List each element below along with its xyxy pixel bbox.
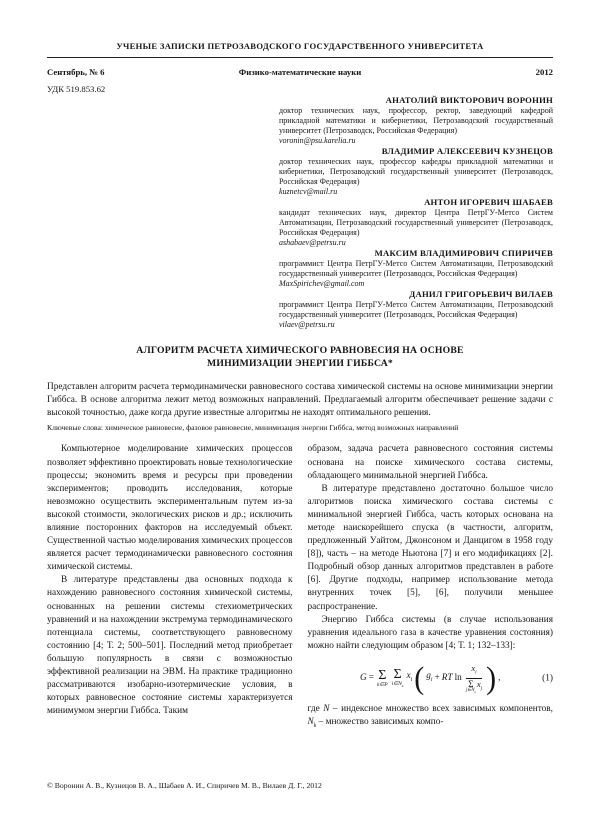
author-entry [279,197,553,248]
author-name: ДАНИЛ ГРИГОРЬЕВИЧ ВИЛАЕВ [409,289,553,300]
author-entry [279,248,553,289]
author-name: МАКСИМ ВЛАДИМИРОВИЧ СПИРИЧЕВ [374,248,553,259]
author-affiliation: доктор технических наук, профессор, ректор, заведующий кафедрой прикладной математики и кибернетики, Петрозаводский государственный университет (Петрозаводск, Российская Федерация) [279,105,553,135]
author-name: АНАТОЛИЙ ВИКТОРОВИЧ ВОРОНИН [385,95,553,105]
author-email: MaxSpirichev@gmail.com [279,279,365,289]
right-column [308,443,554,733]
article-title-line1: АЛГОРИТМ РАСЧЕТА ХИМИЧЕСКОГО РАВНОВЕСИЯ НА ОСНОВЕ [136,345,464,357]
paragraph: Энергию Гиббса системы (в случае использования уравнения идеального газа в качестве уравнения состояния) можно найти следующим образом [4; Т. 1; 132–133]: [307,614,553,651]
authors-block [279,95,553,330]
fraction: $x_i$ Σ $j\in N_k$ $x_j$ [465,662,483,694]
body-columns [47,443,553,733]
mole-fraction: $x_i$ [406,671,413,684]
issue-label: Сентябрь, № 6 [47,67,105,77]
author-affiliation: программист Центра ПетрГУ-Метсо Систем Автоматизации, Петрозаводский государственный университет (Петрозаводск, Российская Федерация) [279,258,553,279]
paragraph: В литературе представлено достаточно большое число алгоритмов поиска химического состава системы с минимальной энергией Гиббса, часть которых основана на методе наискорейшего спуска (в частности, алгоритм, предложенный Уайтом, Джонсоном и Данцигом в 1958 году [8]), часть – на методе Ньютона [7] и его модификациях [2]. Подробный обзор данных алгоритмов представлен в работе [6]. Другие подходы, например использование метода внутренних точек [5], [6], получили меньшее распространение. [307,483,553,612]
gibbs-energy-formula: G = Σ k∈P Σ $i\in N_k$ $x_i$ ( $g_i$ + RT ln $x_i$ Σ $j\in N_k$ $x_j$ ) , [359,661,501,696]
author-email: kuznetcv@mail.ru [279,187,338,197]
article-title-line2: МИНИМИЗАЦИИ ЭНЕРГИИ ГИББСА* [207,358,393,370]
paragraph: образом, задача расчета равновесного состояния системы основана на поиске химического состава системы, обладающего минимальной энергией Гиббса. [307,444,553,481]
section-label: Физико-математические науки [238,67,362,77]
issue-row [47,67,553,77]
author-entry [279,289,553,330]
author-affiliation: доктор технических наук, профессор кафедры прикладной математики и кибернетики, Петрозаводский государственный университет (Петрозаводск, Российская Федерация) [279,156,553,187]
author-entry [279,146,553,197]
author-affiliation: программист Центра ПетрГУ-Метсо Систем Автоматизации, Петрозаводский государственный университет (Петрозаводск, Российская Федерация) [279,299,553,319]
keywords-line: Ключевые слова: химическое равновесие, фазовое равновесие, минимизация энергии Гиббса, метод возможных направлений [47,423,459,433]
author-email: ashabaev@petrsu.ru [279,238,346,248]
gibbs-coefficient: $g_i$ [426,671,433,684]
equation-number: (1) [542,673,553,684]
udk-label: УДК 519.853.62 [47,84,106,94]
header-rule [47,57,553,58]
author-affiliation: кандидат технических наук, директор Центра ПетрГУ-Метсо Систем Автоматизации, Петрозаводский государственный университет (Петрозаводск, Российская Федерация) [279,207,553,238]
paragraph: где N – индексное множество всех зависимых компонентов, $N_k$ – множество зависимых компо- [307,703,553,729]
author-email: vilaev@petrsu.ru [279,320,335,330]
author-name: АНТОН ИГОРЕВИЧ ШАБАЕВ [424,197,553,208]
copyright-line: © Воронин А. В., Кузнецов В. А., Шабаев А. И., Спиричев М. В., Вилаев Д. Г., 2012 [47,781,322,790]
left-column [47,443,293,733]
abstract-text: Представлен алгоритм расчета термодинамически равновесного состава химической системы на основе минимизации энергии Гиббса. В основе алгоритма лежит метод возможных направлений. Предлагаемый алгоритм обеспечивает решение задачи с высокой точностью, даже когда другие известные алгоритмы не находят оптимального решения. [47,382,553,419]
sum-over-phases: Σ k∈P [376,667,388,688]
paragraph: Компьютерное моделирование химических процессов позволяет эффективно проектировать новые технологические процессы; экономить время и ресурсы при проведении экспериментов; проводить исследования, которые невозможно осуществить экспериментальным путем из-за высокой стоимости, экологических рисков и др.; исключить влияние посторонних факторов на исследуемый объект. Существенной частью моделирования химических процессов является расчет термодинамически равновесного состояния химической системы. [47,444,293,573]
journal-title: УЧЕНЫЕ ЗАПИСКИ ПЕТРОЗАВОДСКОГО ГОСУДАРСТВЕННОГО УНИВЕРСИТЕТА [116,41,484,51]
author-name: ВЛАДИМИР АЛЕКСЕЕВИЧ КУЗНЕЦОВ [381,146,553,157]
formula-lhs: G [359,673,367,684]
year-label: 2012 [535,67,553,77]
author-entry [279,95,553,146]
paragraph: В литературе представлены два основных подхода к нахождению равновесного состояния химической системы, основанных на решении системы стехиометрических уравнений и на нахождении экстремума термодинамического потенциала системы, соответствующего равновесному состоянию [4; Т. 2; 500–501]. Последний метод приобретает большую популярность в связи с возможностью эффективной реализации на ЭВМ. На практике традиционно рассматриваются изобарно-изотермические условия, в которых равновесное состояние системы характеризуется минимумом энергии Гиббса. Таким [47,575,293,717]
sum-over-components: Σ $i\in N_k$ [391,667,404,689]
article-title [47,344,553,370]
author-email: voronin@psu.karelia.ru [279,136,356,146]
equation-1 [308,660,554,698]
